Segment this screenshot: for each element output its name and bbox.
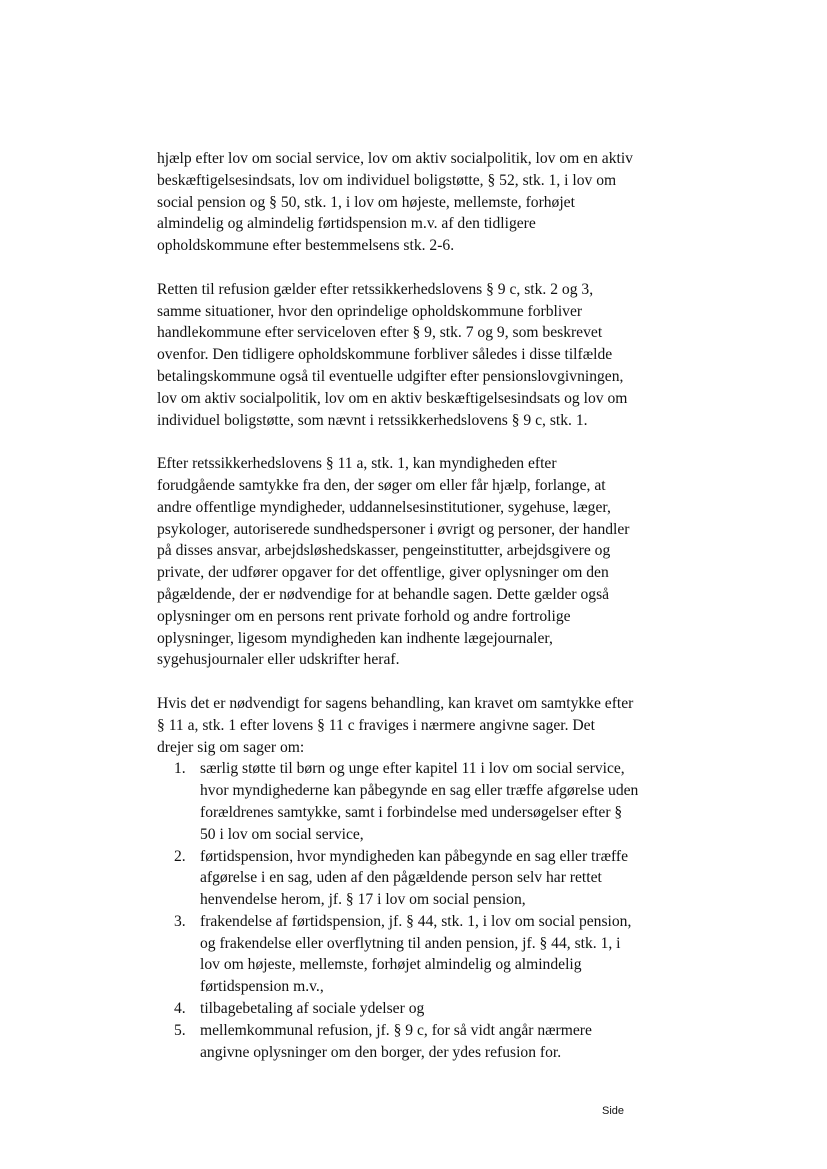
list-item-number: 1. xyxy=(174,760,186,778)
paragraph-line: individuel boligstøtte, som nævnt i retssikkerhedslovens § 9 c, stk. 1. xyxy=(157,411,588,429)
list-item-line: mellemkommunal refusion, jf. § 9 c, for så vidt angår nærmere xyxy=(200,1021,592,1039)
paragraph-line: Efter retssikkerhedslovens § 11 a, stk. 1, kan myndigheden efter xyxy=(157,455,557,473)
list-item xyxy=(157,846,677,911)
list-item xyxy=(157,911,677,998)
paragraph-line: Hvis det er nødvendigt for sagens behandling, kan kravet om samtykke efter xyxy=(157,694,634,712)
paragraph-line: ovenfor. Den tidligere opholdskommune forbliver således i disse tilfælde xyxy=(157,346,613,364)
list-item-line: henvendelse herom, jf. § 17 i lov om social pension, xyxy=(200,891,526,909)
paragraph-line: andre offentlige myndigheder, uddannelsesinstitutioner, sygehuse, læger, xyxy=(157,498,611,516)
list-item-line: 50 i lov om social service, xyxy=(200,825,364,843)
list-item-number: 3. xyxy=(174,912,186,930)
list-item-line: frakendelse af førtidspension, jf. § 44, stk. 1, i lov om social pension, xyxy=(200,912,632,930)
paragraph-line: på disses ansvar, arbejdsløshedskasser, pengeinstitutter, arbejdsgivere og xyxy=(157,542,611,560)
paragraph-line: psykologer, autoriserede sundhedspersoner i øvrigt og personer, der handler xyxy=(157,520,630,538)
numbered-list xyxy=(157,758,677,1063)
paragraph-line: almindelig og almindelig førtidspension m.v. af den tidligere xyxy=(157,215,536,233)
paragraph-2 xyxy=(157,279,677,432)
list-item-line: tilbagebetaling af sociale ydelser og xyxy=(200,1000,425,1018)
paragraph-line: hjælp efter lov om social service, lov om aktiv socialpolitik, lov om en aktiv xyxy=(157,150,633,167)
list-item-number: 5. xyxy=(174,1021,186,1039)
list-item xyxy=(157,1020,677,1064)
paragraph-line: social pension og § 50, stk. 1, i lov om højeste, mellemste, forhøjet xyxy=(157,193,575,211)
paragraph-line: oplysninger om en persons rent private forhold og andre fortrolige xyxy=(157,607,571,625)
list-item xyxy=(157,758,677,845)
paragraph-line: samme situationer, hvor den oprindelige opholdskommune forbliver xyxy=(157,302,583,320)
list-intro xyxy=(157,693,677,758)
paragraph-line: opholdskommune efter bestemmelsens stk. 2-6. xyxy=(157,237,455,255)
list-item-line: angivne oplysninger om den borger, der ydes refusion for. xyxy=(200,1043,562,1061)
paragraph-line: lov om aktiv socialpolitik, lov om en aktiv beskæftigelsesindsats og lov om xyxy=(157,389,628,407)
paragraph-4 xyxy=(157,693,677,1064)
list-item-line: forældrenes samtykke, samt i forbindelse med undersøgelser efter § xyxy=(200,803,623,821)
paragraph-line: pågældende, der er nødvendige for at behandle sagen. Dette gælder også xyxy=(157,585,610,603)
paragraph-line: oplysninger, ligesom myndigheden kan indhente lægejournaler, xyxy=(157,629,553,647)
list-item-line: afgørelse i en sag, uden af den pågældende person selv har rettet xyxy=(200,869,602,887)
paragraph-line: betalingskommune også til eventuelle udgifter efter pensionslovgivningen, xyxy=(157,367,624,385)
list-item-line: lov om højeste, mellemste, forhøjet almindelig og almindelig xyxy=(200,956,582,974)
list-item-line: førtidspension m.v., xyxy=(200,978,324,996)
list-item-number: 4. xyxy=(174,1000,186,1018)
list-item-number: 2. xyxy=(174,847,186,865)
list-item-line: førtidspension, hvor myndigheden kan påbegynde en sag eller træffe xyxy=(200,847,628,865)
paragraph-line: § 11 a, stk. 1 efter lovens § 11 c fraviges i nærmere angivne sager. Det xyxy=(157,716,595,734)
paragraph-line: sygehusjournaler eller udskrifter heraf. xyxy=(157,651,400,669)
paragraph-line: beskæftigelsesindsats, lov om individuel boligstøtte, § 52, stk. 1, i lov om xyxy=(157,171,617,189)
paragraph-3 xyxy=(157,453,677,671)
document-body xyxy=(157,148,677,1085)
list-item xyxy=(157,998,677,1020)
paragraph-line: drejer sig om sager om: xyxy=(157,738,305,756)
list-item-line: hvor myndighederne kan påbegynde en sag eller træffe afgørelse uden xyxy=(200,782,639,800)
paragraph-line: handlekommune efter serviceloven efter § 9, stk. 7 og 9, som beskrevet xyxy=(157,324,603,342)
paragraph-line: Retten til refusion gælder efter retssikkerhedslovens § 9 c, stk. 2 og 3, xyxy=(157,280,594,298)
page-footer-label: Side xyxy=(602,1105,625,1117)
paragraph-line: private, der udfører opgaver for det offentlige, giver oplysninger om den xyxy=(157,564,609,582)
list-item-line: særlig støtte til børn og unge efter kapitel 11 i lov om social service, xyxy=(200,760,625,778)
paragraph-line: forudgående samtykke fra den, der søger om eller får hjælp, forlange, at xyxy=(157,476,606,494)
paragraph-1 xyxy=(157,148,677,257)
list-item-line: og frakendelse eller overflytning til anden pension, jf. § 44, stk. 1, i xyxy=(200,934,621,952)
